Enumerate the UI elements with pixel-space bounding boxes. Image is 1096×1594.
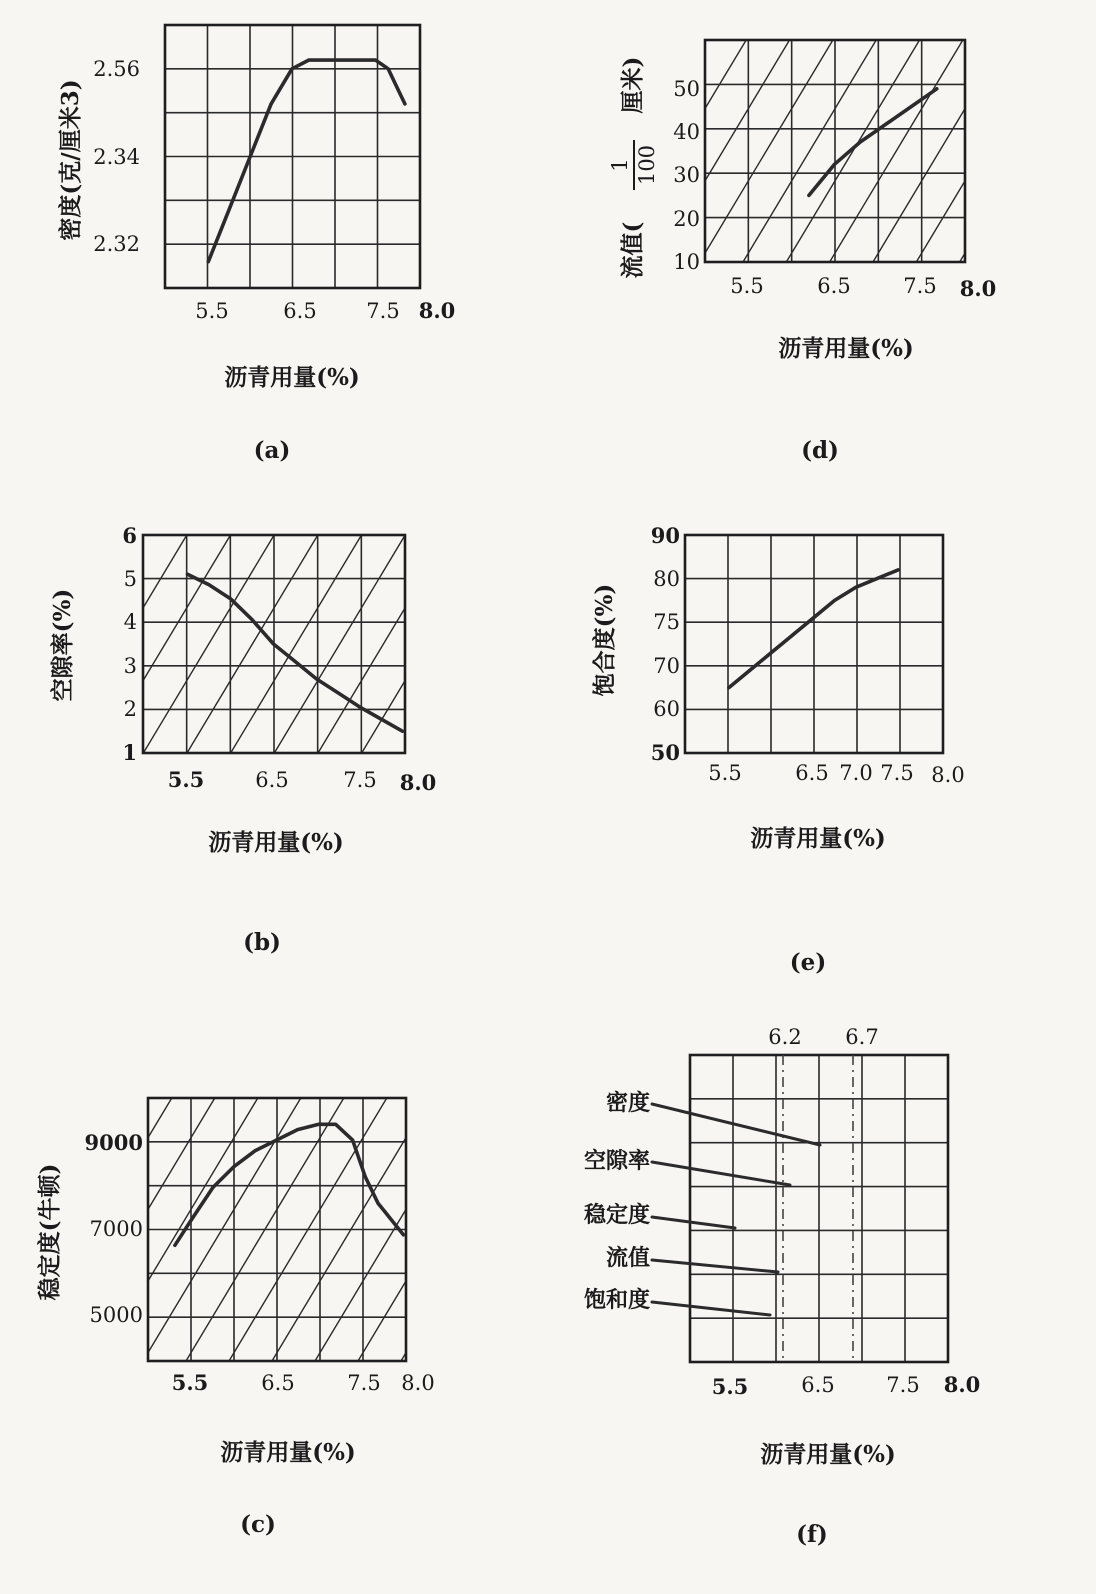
panel-a-xtick-1: 5.5 <box>195 299 229 323</box>
panel-c-ytick-1: 9000 <box>84 1130 143 1155</box>
panel-e-ytick-2: 80 <box>653 567 680 591</box>
panel-a-xtick-2: 6.5 <box>283 299 317 323</box>
panel-b-ytick-6: 1 <box>122 740 137 765</box>
panel-f-legend <box>584 1090 820 1315</box>
panel-a-ytick-1: 2.56 <box>93 57 140 81</box>
panel-d-xtick-4: 8.0 <box>959 276 997 301</box>
panel-d-hatching <box>483 40 1096 262</box>
panel-e <box>591 523 965 976</box>
panel-e-ytick-5: 60 <box>653 697 680 721</box>
panel-c-xlabel: 沥青用量(%) <box>220 1439 356 1466</box>
panel-c-xtick-1: 5.5 <box>171 1370 209 1395</box>
panel-d <box>483 40 1096 464</box>
panel-c-ytick-3: 5000 <box>89 1303 143 1327</box>
panel-b-caption: (b) <box>243 929 281 956</box>
panel-b-hatch-5 <box>143 535 274 753</box>
panel-f-legend-stability: 稳定度 <box>583 1202 650 1228</box>
panel-b-ytick-4: 3 <box>123 654 137 678</box>
panel-f-xtick-2: 6.5 <box>801 1373 835 1397</box>
panel-c-caption: (c) <box>240 1511 276 1538</box>
panel-b-xtick-1: 5.5 <box>167 767 205 792</box>
panel-b-ytick-5: 2 <box>123 697 137 721</box>
panel-b-hatch-6 <box>187 535 318 753</box>
panel-e-xtick-5: 8.0 <box>931 763 965 787</box>
panel-c-xtick-2: 6.5 <box>261 1371 295 1395</box>
panel-f-legend-flow-pointer <box>652 1260 778 1272</box>
panel-d-ytick-2: 40 <box>673 120 700 144</box>
panel-b-hatch-7 <box>231 535 362 753</box>
panel-e-xtick-3: 7.0 <box>839 761 873 785</box>
panel-b-ytick-3: 4 <box>123 610 137 634</box>
panel-f-legend-voids-pointer <box>652 1162 790 1185</box>
panel-d-hatch-11 <box>960 40 1093 262</box>
panel-c-hatch-12 <box>401 1098 559 1361</box>
panel-c-ytick-2: 7000 <box>89 1217 143 1241</box>
panel-f-xtick-4: 8.0 <box>943 1372 981 1397</box>
panel-d-hatch-7 <box>786 40 919 262</box>
panel-a-ytick-2: 2.34 <box>93 145 140 169</box>
panel-d-hatch-0 <box>483 40 616 262</box>
panel-a-xlabel: 沥青用量(%) <box>224 364 360 391</box>
panel-f-xlabel: 沥青用量(%) <box>760 1441 896 1468</box>
panel-b-hatching <box>0 535 536 753</box>
panel-b-hatch-4 <box>100 535 231 753</box>
panel-e-caption: (e) <box>789 949 827 976</box>
panel-f-refline-label-6-2: 6.2 <box>768 1025 802 1049</box>
panel-a <box>57 25 455 464</box>
panel-f-legend-voids: 空隙率 <box>583 1148 650 1174</box>
panel-b-ytick-2: 5 <box>123 567 137 591</box>
panel-d-xlabel: 沥青用量(%) <box>778 335 914 362</box>
panel-a-caption: (a) <box>253 437 291 464</box>
panel-a-ylabel: 密度(克/厘米3) <box>57 79 84 241</box>
panel-f-legend-density: 密度 <box>605 1090 650 1116</box>
panel-e-xtick-2: 6.5 <box>795 761 829 785</box>
panel-e-grid <box>685 535 943 753</box>
panel-f-legend-stability-pointer <box>652 1217 735 1228</box>
panel-d-hatch-5 <box>700 40 833 262</box>
panel-f-legend-saturation: 饱和度 <box>583 1287 650 1313</box>
panel-b-xtick-4: 8.0 <box>399 770 437 795</box>
panel-c-xtick-4: 8.0 <box>401 1371 435 1395</box>
panel-a-xtick-4: 8.0 <box>418 298 456 323</box>
panel-e-xtick-4: 7.5 <box>880 761 914 785</box>
panel-f-grid <box>690 1055 948 1362</box>
panel-d-xtick-3: 7.5 <box>903 274 937 298</box>
panel-e-xlabel: 沥青用量(%) <box>750 825 886 852</box>
panel-d-flow-curve <box>809 89 937 196</box>
panel-c <box>0 1098 602 1538</box>
panel-e-xtick-1: 5.5 <box>708 761 742 785</box>
panel-d-ytick-4: 20 <box>673 207 700 231</box>
panel-d-xtick-1: 5.5 <box>730 274 764 298</box>
panel-d-ytick-3: 30 <box>673 163 700 187</box>
panel-d-hatch-12 <box>1003 40 1096 262</box>
panel-b-grid <box>0 535 536 753</box>
panel-d-ylabel-suffix: 厘米) <box>619 56 646 114</box>
panel-b-xlabel: 沥青用量(%) <box>208 829 344 856</box>
panel-b-ytick-1: 6 <box>122 523 137 548</box>
panel-b-ylabel: 空隙率(%) <box>49 588 76 702</box>
panel-d-ylabel-prefix: 流值( <box>619 221 646 279</box>
panel-e-ylabel: 饱合度(%) <box>591 583 618 697</box>
panel-e-ytick-1: 90 <box>650 523 680 548</box>
panel-b-xtick-3: 7.5 <box>343 768 377 792</box>
panel-f-refline-label-6-7: 6.7 <box>845 1025 879 1049</box>
panel-d-hatch-9 <box>873 40 1006 262</box>
panel-e-ytick-4: 70 <box>653 654 680 678</box>
panel-b-hatch-0 <box>0 535 56 753</box>
panel-a-ytick-3: 2.32 <box>93 232 140 256</box>
panel-d-ytick-5: 10 <box>673 250 700 274</box>
panel-d-xtick-2: 6.5 <box>817 274 851 298</box>
panel-d-grid <box>483 40 1096 262</box>
panel-e-ytick-6: 50 <box>650 740 680 765</box>
panel-c-xtick-3: 7.5 <box>347 1371 381 1395</box>
panel-d-ytick-1: 50 <box>673 77 700 101</box>
panel-b-void-curve <box>188 574 403 731</box>
panel-f-caption: (f) <box>796 1521 828 1548</box>
panel-a-density-curve <box>208 60 405 262</box>
panel-f-xtick-1: 5.5 <box>711 1374 749 1399</box>
panel-d-hatch-10 <box>916 40 1049 262</box>
panel-d-hatch-6 <box>743 40 876 262</box>
panel-f-legend-flow: 流值 <box>605 1245 650 1271</box>
panel-b-xtick-2: 6.5 <box>255 768 289 792</box>
panel-d-ylabel-frac-num: 1 <box>608 158 632 172</box>
panel-d-ylabel <box>608 57 659 279</box>
panel-c-hatch-13 <box>444 1098 602 1361</box>
panel-b <box>0 523 536 956</box>
panel-f-xtick-3: 7.5 <box>886 1373 920 1397</box>
panel-b-hatch-11 <box>405 535 536 753</box>
panel-f-legend-saturation-pointer <box>652 1302 770 1315</box>
panel-e-ytick-3: 75 <box>653 610 680 634</box>
panel-c-ylabel: 稳定度(牛顿) <box>36 1163 63 1301</box>
panel-f-legend-density-pointer <box>652 1104 820 1145</box>
panel-d-caption: (d) <box>801 437 839 464</box>
panel-f <box>584 1025 980 1548</box>
panel-d-ylabel-frac-den: 100 <box>635 144 659 186</box>
panel-a-xtick-3: 7.5 <box>366 299 400 323</box>
